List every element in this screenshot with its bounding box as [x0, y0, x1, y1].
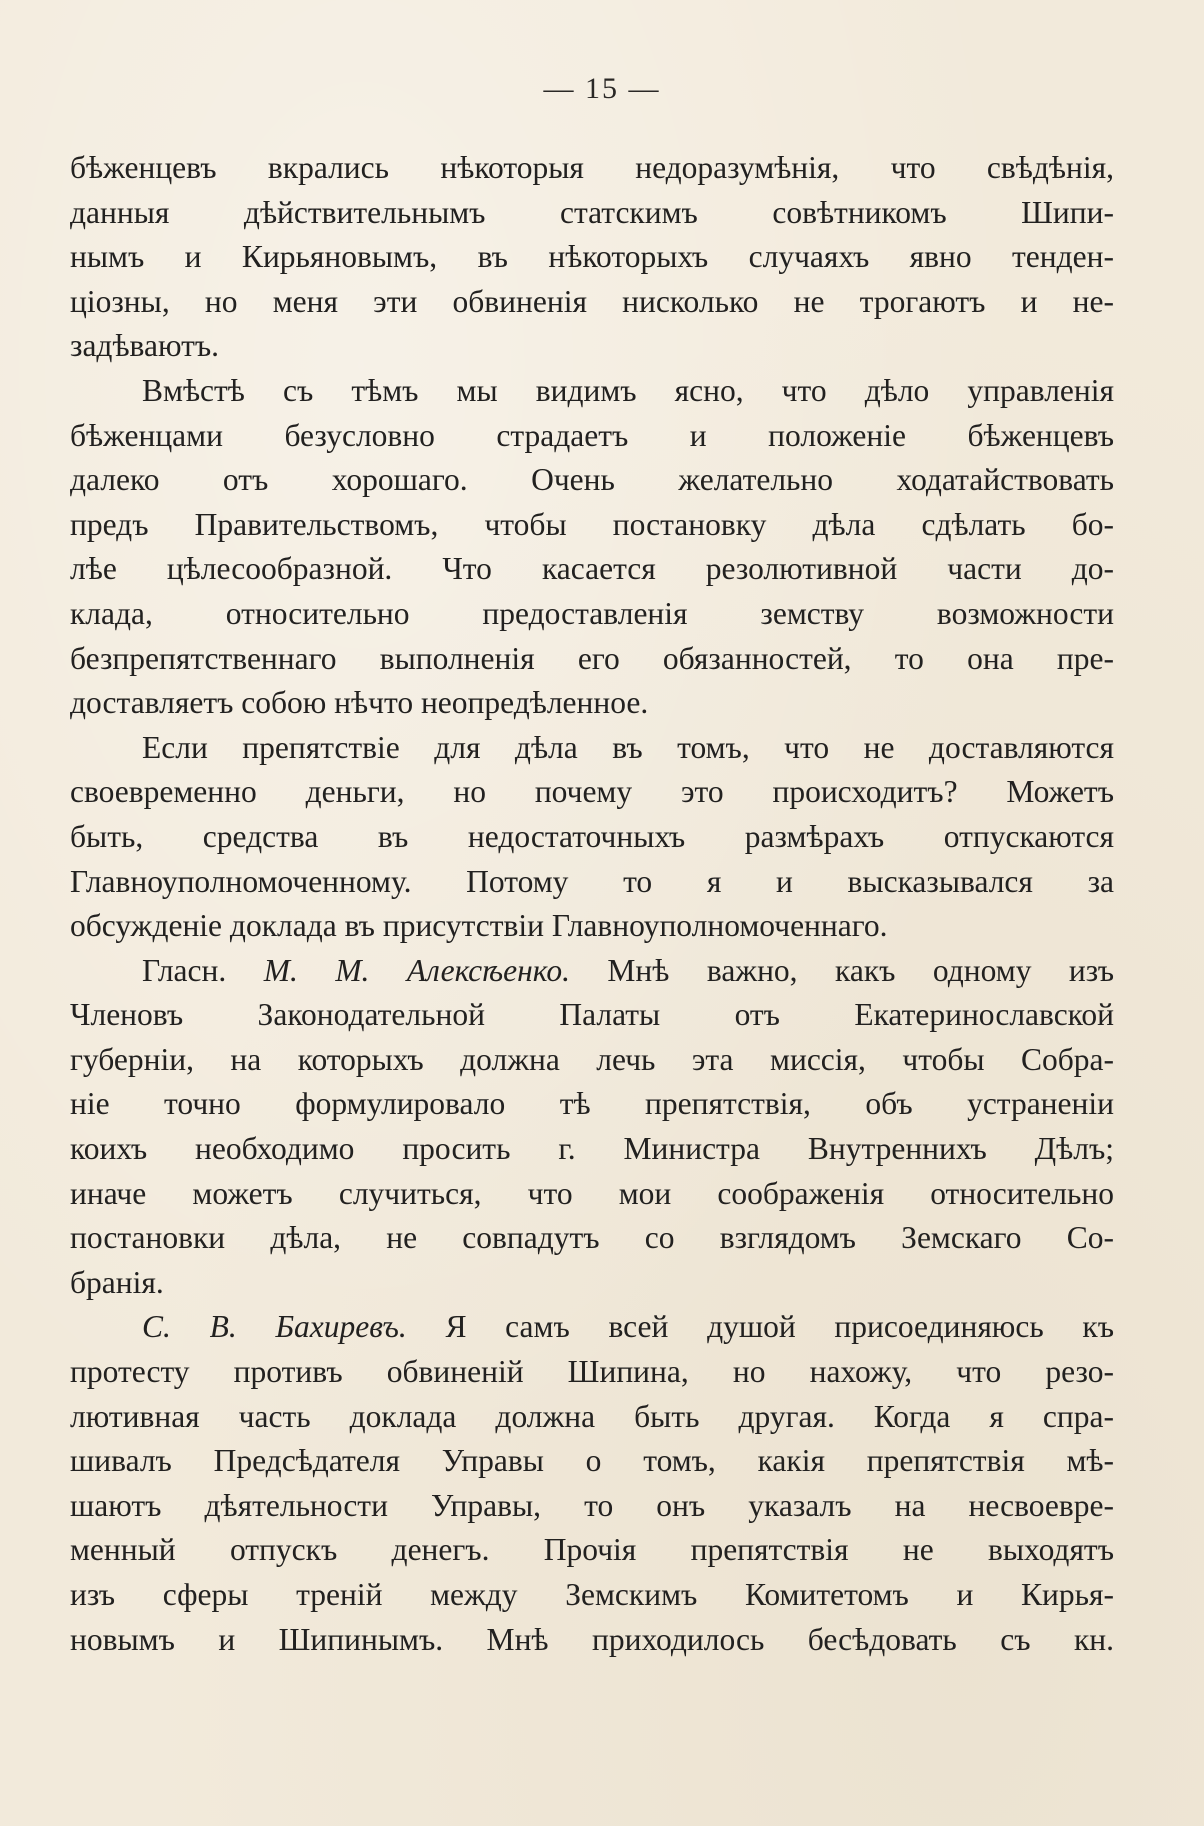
text-line — [70, 1305, 1114, 1350]
text-line: клада, относительно предоставленія земству возможности — [70, 595, 1114, 631]
text-line: изъ сферы треній между Земскимъ Комитетомъ и Кирья- — [70, 1577, 1114, 1612]
text-line: предъ Правительствомъ, чтобы постановку дѣла сдѣлать бо- — [70, 506, 1114, 542]
text-line: протесту противъ обвиненій Шипина, но нахожу, что резо- — [70, 1354, 1114, 1390]
speaker-name: С. В. Бахиревъ. — [142, 1309, 407, 1345]
text-line: нымъ и Кирьяновымъ, въ нѣкоторыхъ случаяхъ явно тенден- — [70, 239, 1114, 275]
text-fragment: Я самъ всей душой присоединяюсь къ — [406, 1309, 1114, 1345]
text-line: лютивная часть доклада должна быть другая. Когда я спра- — [70, 1398, 1114, 1434]
paragraph-2 — [70, 369, 1114, 726]
paragraph-5 — [70, 1305, 1114, 1662]
text-fragment: Мнѣ важно, какъ одному изъ — [569, 952, 1114, 988]
text-line: бѣженцами безусловно страдаетъ и положеніе бѣженцевъ — [70, 417, 1114, 453]
speaker-prefix: Гласн. — [142, 952, 264, 988]
text-line: иначе можетъ случиться, что мои соображенія относительно — [70, 1175, 1114, 1211]
text-line: быть, средства въ недостаточныхъ размѣрахъ отпускаются — [70, 818, 1114, 854]
text-line: задѣваютъ. — [70, 328, 220, 364]
text-line: Членовъ Законодательной Палаты отъ Екатеринославской — [70, 997, 1114, 1033]
text-line: бранія. — [70, 1264, 164, 1300]
text-line: Вмѣстѣ съ тѣмъ мы видимъ ясно, что дѣло управленія — [142, 372, 1114, 408]
paragraph-4 — [70, 949, 1114, 1306]
text-line: шаютъ дѣятельности Управы, то онъ указалъ на несвоевре- — [70, 1487, 1114, 1523]
paragraph-1 — [70, 146, 1114, 369]
text-line: безпрепятственнаго выполненія его обязанностей, то она пре- — [70, 640, 1114, 676]
speaker-name: М. М. Алексѣенко. — [263, 952, 570, 988]
body-text — [70, 146, 1114, 1662]
text-line — [70, 949, 1114, 994]
text-line: Главноуполномоченному. Потому то я и высказывался за — [70, 863, 1114, 899]
text-line: коихъ необходимо просить г. Министра Внутреннихъ Дѣлъ; — [70, 1131, 1114, 1167]
text-line: ціозны, но меня эти обвиненія нисколько не трогаютъ и не- — [70, 283, 1114, 319]
text-line: далеко отъ хорошаго. Очень желательно ходатайствовать — [70, 462, 1114, 498]
text-line: лѣе цѣлесообразной. Что касается резолютивной части до- — [70, 551, 1114, 587]
text-line: обсужденіе доклада въ присутствіи Главноуполномоченнаго. — [70, 908, 888, 944]
text-line: шивалъ Предсѣдателя Управы о томъ, какія препятствія мѣ- — [70, 1443, 1114, 1479]
text-line: новымъ и Шипинымъ. Мнѣ приходилось бесѣдовать съ кн. — [70, 1621, 1114, 1657]
page-number: — 15 — — [543, 72, 661, 105]
text-line: Если препятствіе для дѣла въ томъ, что не доставляются — [142, 729, 1114, 765]
text-line: ніе точно формулировало тѣ препятствія, объ устраненіи — [70, 1086, 1114, 1122]
text-line: доставляетъ собою нѣчто неопредѣленное. — [70, 685, 649, 721]
text-line: своевременно деньги, но почему это происходитъ? Можетъ — [70, 774, 1114, 810]
text-line: данныя дѣйствительнымъ статскимъ совѣтникомъ Шипи- — [70, 194, 1114, 230]
paragraph-3 — [70, 726, 1114, 949]
text-line: губерніи, на которыхъ должна лечь эта миссія, чтобы Собра- — [70, 1041, 1114, 1077]
text-line: бѣженцевъ вкрались нѣкоторыя недоразумѣнія, что свѣдѣнія, — [70, 150, 1114, 185]
text-line: постановки дѣла, не совпадутъ со взглядомъ Земскаго Со- — [70, 1220, 1114, 1256]
text-line: менный отпускъ денегъ. Прочія препятствія не выходятъ — [70, 1532, 1114, 1568]
